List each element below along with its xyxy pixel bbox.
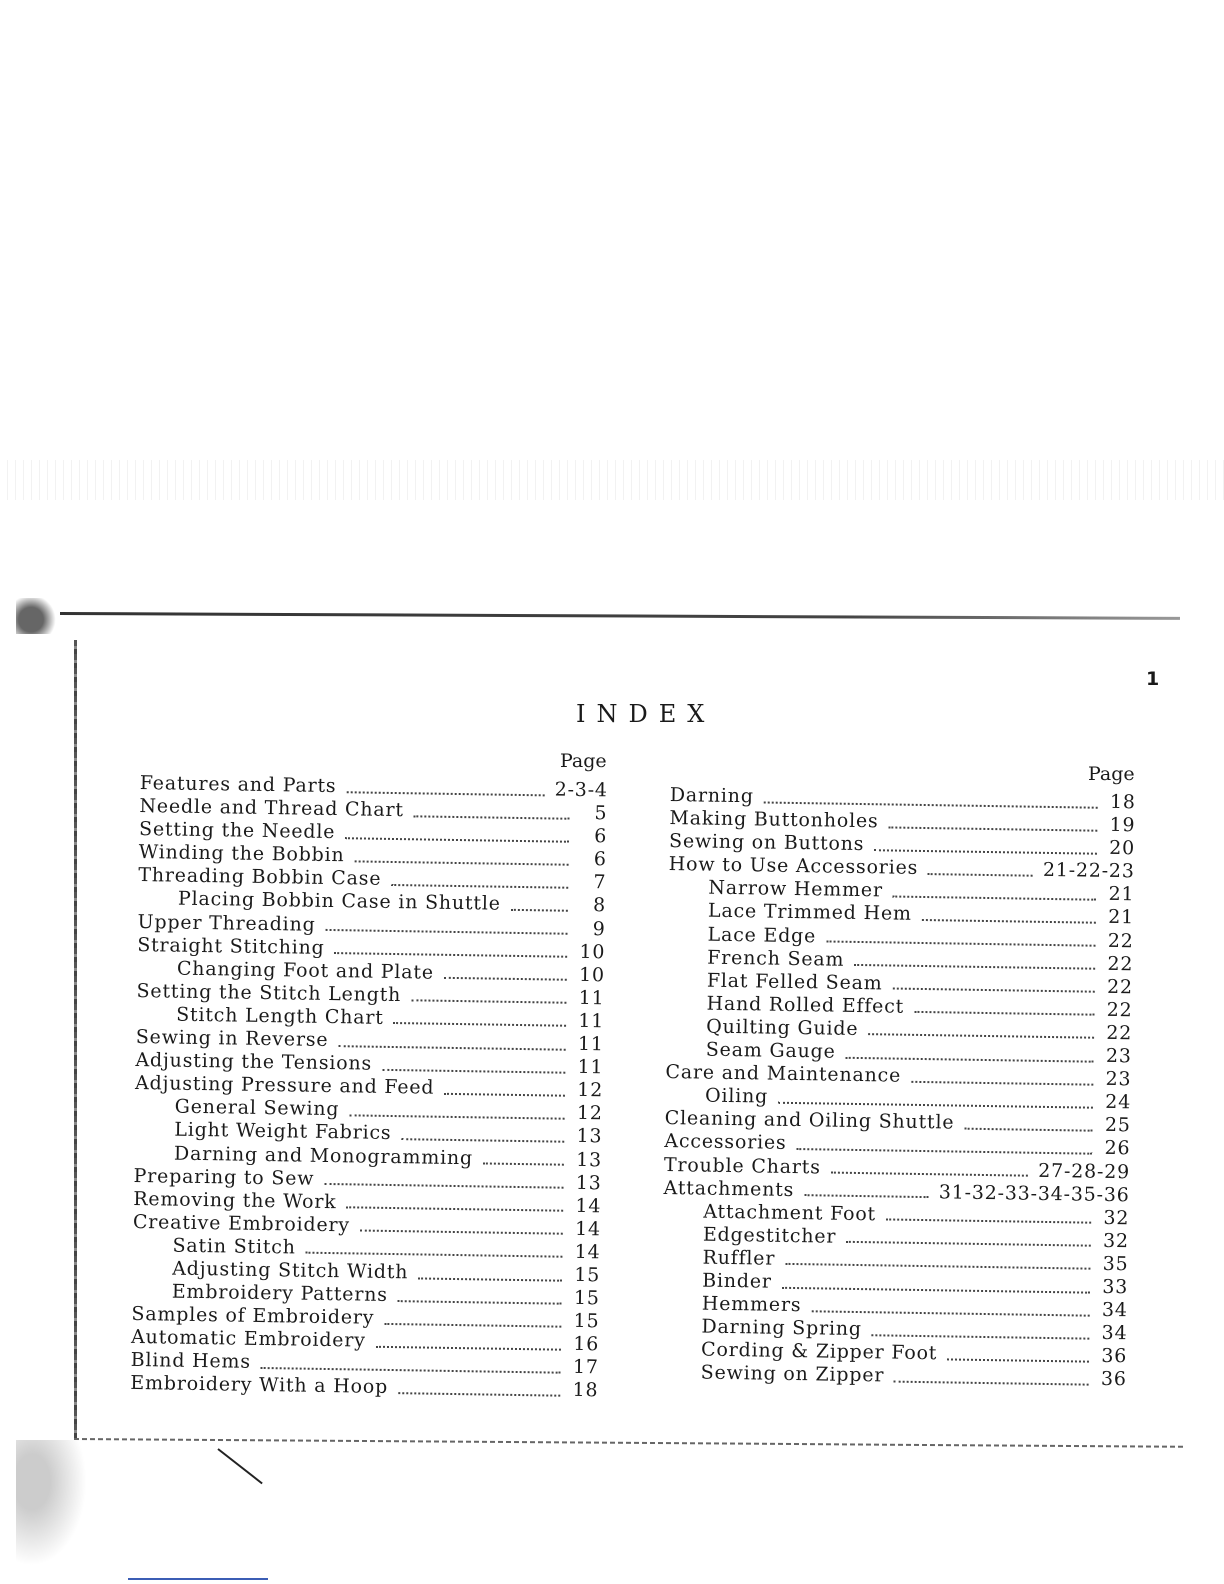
toc-entry-page: 12 <box>576 1102 603 1125</box>
toc-entry-page: 19 <box>1109 814 1136 837</box>
toc-entry-page: 11 <box>577 1032 604 1056</box>
toc-entry-page: 24 <box>1105 1091 1132 1114</box>
dot-leader <box>964 1118 1093 1132</box>
toc-entry-page: 2-3-4 <box>554 778 608 802</box>
toc-entry-page: 9 <box>592 917 606 940</box>
dot-leader <box>947 1348 1089 1362</box>
toc-entry-page: 17 <box>572 1356 599 1379</box>
page-edge-bottom <box>74 1438 1184 1448</box>
dot-leader <box>444 967 567 981</box>
toc-entry-page: 13 <box>576 1148 603 1171</box>
toc-entry-title: Placing Bobbin Case in Shuttle <box>177 888 501 916</box>
dot-leader <box>894 1370 1089 1385</box>
toc-entry-page: 7 <box>593 871 607 894</box>
toc-entry-title: Threading Bobbin Case <box>138 864 382 891</box>
toc-entry-title: Darning <box>669 784 754 808</box>
dot-leader <box>483 1152 564 1165</box>
toc-entry-title: Removing the Work <box>133 1187 337 1213</box>
dot-leader <box>384 1313 561 1328</box>
toc-entry-title: Blind Hems <box>130 1349 252 1374</box>
toc-entry-page: 22 <box>1107 952 1134 975</box>
toc-entry-title: Automatic Embroidery <box>130 1326 366 1352</box>
toc-entry-title: Needle and Thread Chart <box>139 795 404 822</box>
toc-entry-title: Lace Trimmed Hem <box>707 900 912 926</box>
toc-entry-page: 15 <box>573 1286 600 1310</box>
toc-entry-page: 32 <box>1102 1229 1130 1253</box>
toc-entry-title: Features and Parts <box>139 772 337 798</box>
toc-entry-page: 36 <box>1101 1345 1128 1368</box>
dot-leader <box>874 839 1097 854</box>
toc-entry-page: 18 <box>572 1379 599 1402</box>
page-edge-top <box>60 612 1180 620</box>
toc-entry-title: General Sewing <box>174 1095 340 1121</box>
toc-entry-title: Oiling <box>704 1084 769 1108</box>
toc-entry-page: 20 <box>1109 837 1136 860</box>
dot-leader <box>854 954 1095 970</box>
dot-leader <box>804 1184 929 1198</box>
toc-entry-title: Seam Gauge <box>705 1038 836 1063</box>
dot-leader <box>928 863 1033 877</box>
scan-corner-mark <box>16 598 66 634</box>
toc-entry-title: Cording & Zipper Foot <box>700 1338 938 1365</box>
toc-entry-page: 22 <box>1106 998 1133 1022</box>
toc-entry-page: 27-28-29 <box>1038 1159 1131 1183</box>
toc-entry-page: 25 <box>1104 1114 1131 1137</box>
toc-entry-title: Embroidery Patterns <box>171 1280 388 1307</box>
dot-leader <box>346 1197 563 1212</box>
toc-entry-page: 34 <box>1101 1298 1128 1322</box>
toc-entry-page: 22 <box>1106 975 1134 999</box>
toc-entry-title: Darning Spring <box>701 1315 862 1341</box>
toc-entry-page: 10 <box>579 940 606 963</box>
toc-entry-title: Sewing on Buttons <box>668 830 865 856</box>
toc-entry-page: 13 <box>576 1125 603 1148</box>
toc-entry-page: 22 <box>1106 1021 1133 1045</box>
toc-entry-title: Lace Edge <box>707 923 817 947</box>
scan-blue-line <box>128 1578 268 1580</box>
dot-leader <box>335 942 568 958</box>
dot-leader <box>376 1336 562 1351</box>
dot-leader <box>261 1357 561 1374</box>
toc-entry-title: Light Weight Fabrics <box>174 1118 392 1145</box>
toc-entry-page: 21 <box>1108 906 1135 929</box>
toc-entry-title: Changing Foot and Plate <box>176 957 435 984</box>
toc-entry-title: Hemmers <box>701 1292 802 1317</box>
page-number: 1 <box>1146 668 1160 690</box>
dot-leader <box>401 1128 564 1143</box>
toc-entry-page: 26 <box>1104 1137 1131 1160</box>
toc-entry-title: Care and Maintenance <box>665 1061 902 1087</box>
toc-entry-title: Attachment Foot <box>703 1200 877 1225</box>
toc-entry-title: Adjusting Stitch Width <box>172 1257 409 1284</box>
toc-entry-title: Stitch Length Chart <box>176 1003 384 1029</box>
dot-leader <box>414 805 570 819</box>
dot-leader <box>306 1242 563 1258</box>
toc-entry-page: 11 <box>577 1056 604 1079</box>
toc-entry-title: Creative Embroidery <box>132 1210 351 1237</box>
toc-entry-page: 35 <box>1102 1252 1129 1276</box>
toc-entry-title: Binder <box>702 1269 772 1293</box>
toc-entry-title: Cleaning and Oiling Shuttle <box>664 1107 955 1134</box>
toc-entry-title: Edgestitcher <box>702 1223 837 1248</box>
toc-right-column <box>661 784 1136 1392</box>
toc-entry-page: 11 <box>578 986 605 1010</box>
toc-entry-page: 8 <box>592 894 607 917</box>
dot-leader <box>831 1162 1029 1177</box>
dot-leader <box>354 850 568 865</box>
toc-entry-title: Sewing in Reverse <box>135 1025 329 1052</box>
toc-entry-page: 13 <box>575 1171 602 1194</box>
dot-leader <box>785 1253 1091 1270</box>
dot-leader <box>826 931 1096 947</box>
toc-entry-title: Setting the Stitch Length <box>136 979 402 1006</box>
toc-entry-title: How to Use Accessories <box>668 853 919 880</box>
dot-leader <box>782 1276 1091 1293</box>
toc-left-column <box>130 772 608 1403</box>
dot-leader <box>911 1070 1093 1085</box>
toc-entry-page: 6 <box>593 825 608 848</box>
toc-entry-title: Embroidery With a Hoop <box>130 1372 389 1399</box>
toc-entry-page: 14 <box>574 1240 601 1264</box>
toc-entry-page: 23 <box>1105 1068 1132 1091</box>
dot-leader <box>886 1209 1091 1224</box>
dot-leader <box>360 1220 563 1235</box>
dot-leader <box>345 827 569 843</box>
dot-leader <box>893 885 1097 900</box>
toc-entry-page: 15 <box>574 1263 601 1287</box>
toc-entry-page: 34 <box>1101 1322 1128 1345</box>
dot-leader <box>846 1231 1091 1247</box>
toc-entry-title: Sewing on Zipper <box>700 1361 885 1387</box>
toc-entry-page: 14 <box>575 1194 602 1217</box>
right-page-header: Page <box>1088 763 1135 785</box>
page-title: INDEX <box>576 700 716 728</box>
dot-leader <box>398 1290 562 1305</box>
toc-entry-title: Adjusting Pressure and Feed <box>134 1072 435 1099</box>
toc-entry-title: Adjusting the Tensions <box>135 1049 373 1075</box>
dot-leader <box>338 1035 566 1051</box>
toc-entry-page: 11 <box>578 1009 605 1033</box>
dot-leader <box>394 1012 567 1027</box>
toc-entry-title: Straight Stitching <box>137 933 325 959</box>
toc-entry-title: Quilting Guide <box>706 1015 859 1040</box>
toc-entry-title: Attachments <box>663 1176 795 1201</box>
toc-entry-title: Darning and Monogramming <box>173 1142 474 1169</box>
toc-entry-page: 12 <box>577 1079 604 1102</box>
toc-entry-title: Winding the Bobbin <box>138 841 345 867</box>
toc-entry-page: 5 <box>594 802 608 825</box>
toc-entry-page: 18 <box>1109 790 1136 814</box>
toc-entry-page: 6 <box>593 848 607 871</box>
scan-speckle <box>0 460 1224 500</box>
toc-entry-page: 22 <box>1107 929 1134 952</box>
dot-leader <box>349 1104 565 1119</box>
dot-leader <box>846 1046 1094 1062</box>
left-page-header: Page <box>560 750 607 772</box>
toc-entry-page: 36 <box>1100 1368 1127 1391</box>
toc-entry-title: Samples of Embroidery <box>131 1303 375 1329</box>
dot-leader <box>411 990 567 1004</box>
dot-leader <box>511 899 568 912</box>
toc-entry-title: Setting the Needle <box>138 818 336 844</box>
toc-entry-title: Making Buttonholes <box>669 807 879 833</box>
toc-entry-title: Hand Rolled Effect <box>706 992 905 1018</box>
dot-leader <box>391 874 568 889</box>
dot-leader <box>914 1001 1095 1016</box>
toc-entry-page: 33 <box>1102 1275 1129 1299</box>
dot-leader <box>811 1300 1090 1316</box>
toc-entry-page: 21 <box>1108 883 1135 906</box>
toc-entry-title: Satin Stitch <box>172 1234 296 1259</box>
toc-entry-title: Accessories <box>664 1130 787 1155</box>
toc-entry-title: Trouble Charts <box>663 1153 821 1178</box>
toc-entry-title: French Seam <box>707 946 845 971</box>
toc-entry-page: 10 <box>578 963 606 987</box>
toc-entry-page: 32 <box>1103 1206 1130 1229</box>
toc-entry-title: Ruffler <box>702 1246 776 1270</box>
dot-leader <box>778 1092 1093 1109</box>
dot-leader <box>382 1059 566 1074</box>
toc-entry-page: 31-32-33-34-35-36 <box>938 1180 1130 1206</box>
dot-leader <box>764 791 1098 808</box>
toc-entry-page: 23 <box>1105 1044 1132 1068</box>
toc-entry-page: 15 <box>573 1310 600 1333</box>
toc-entry-title: Narrow Hemmer <box>708 876 883 902</box>
dot-leader <box>444 1083 565 1097</box>
toc-entry-page: 14 <box>574 1217 602 1241</box>
toc-entry-page: 16 <box>573 1333 600 1356</box>
toc-entry-title: Preparing to Sew <box>133 1164 315 1190</box>
dot-leader <box>872 1324 1090 1339</box>
dot-leader <box>892 978 1095 993</box>
page-edge-left <box>74 640 77 1440</box>
dot-leader <box>346 781 544 796</box>
dot-leader <box>325 919 567 935</box>
dot-leader <box>888 816 1097 831</box>
dot-leader <box>324 1173 564 1189</box>
dot-leader <box>398 1382 560 1397</box>
dot-leader <box>922 909 1096 924</box>
toc-entry-page: 21-22-23 <box>1042 859 1135 883</box>
scan-corner-mark-bottom <box>16 1440 96 1580</box>
toc-entry-title: Upper Threading <box>137 910 316 936</box>
toc-entry-title: Flat Felled Seam <box>706 969 883 995</box>
dot-leader <box>868 1024 1094 1040</box>
dot-leader <box>796 1138 1092 1155</box>
dot-leader <box>418 1267 562 1281</box>
scan-slash-mark <box>217 1448 262 1484</box>
